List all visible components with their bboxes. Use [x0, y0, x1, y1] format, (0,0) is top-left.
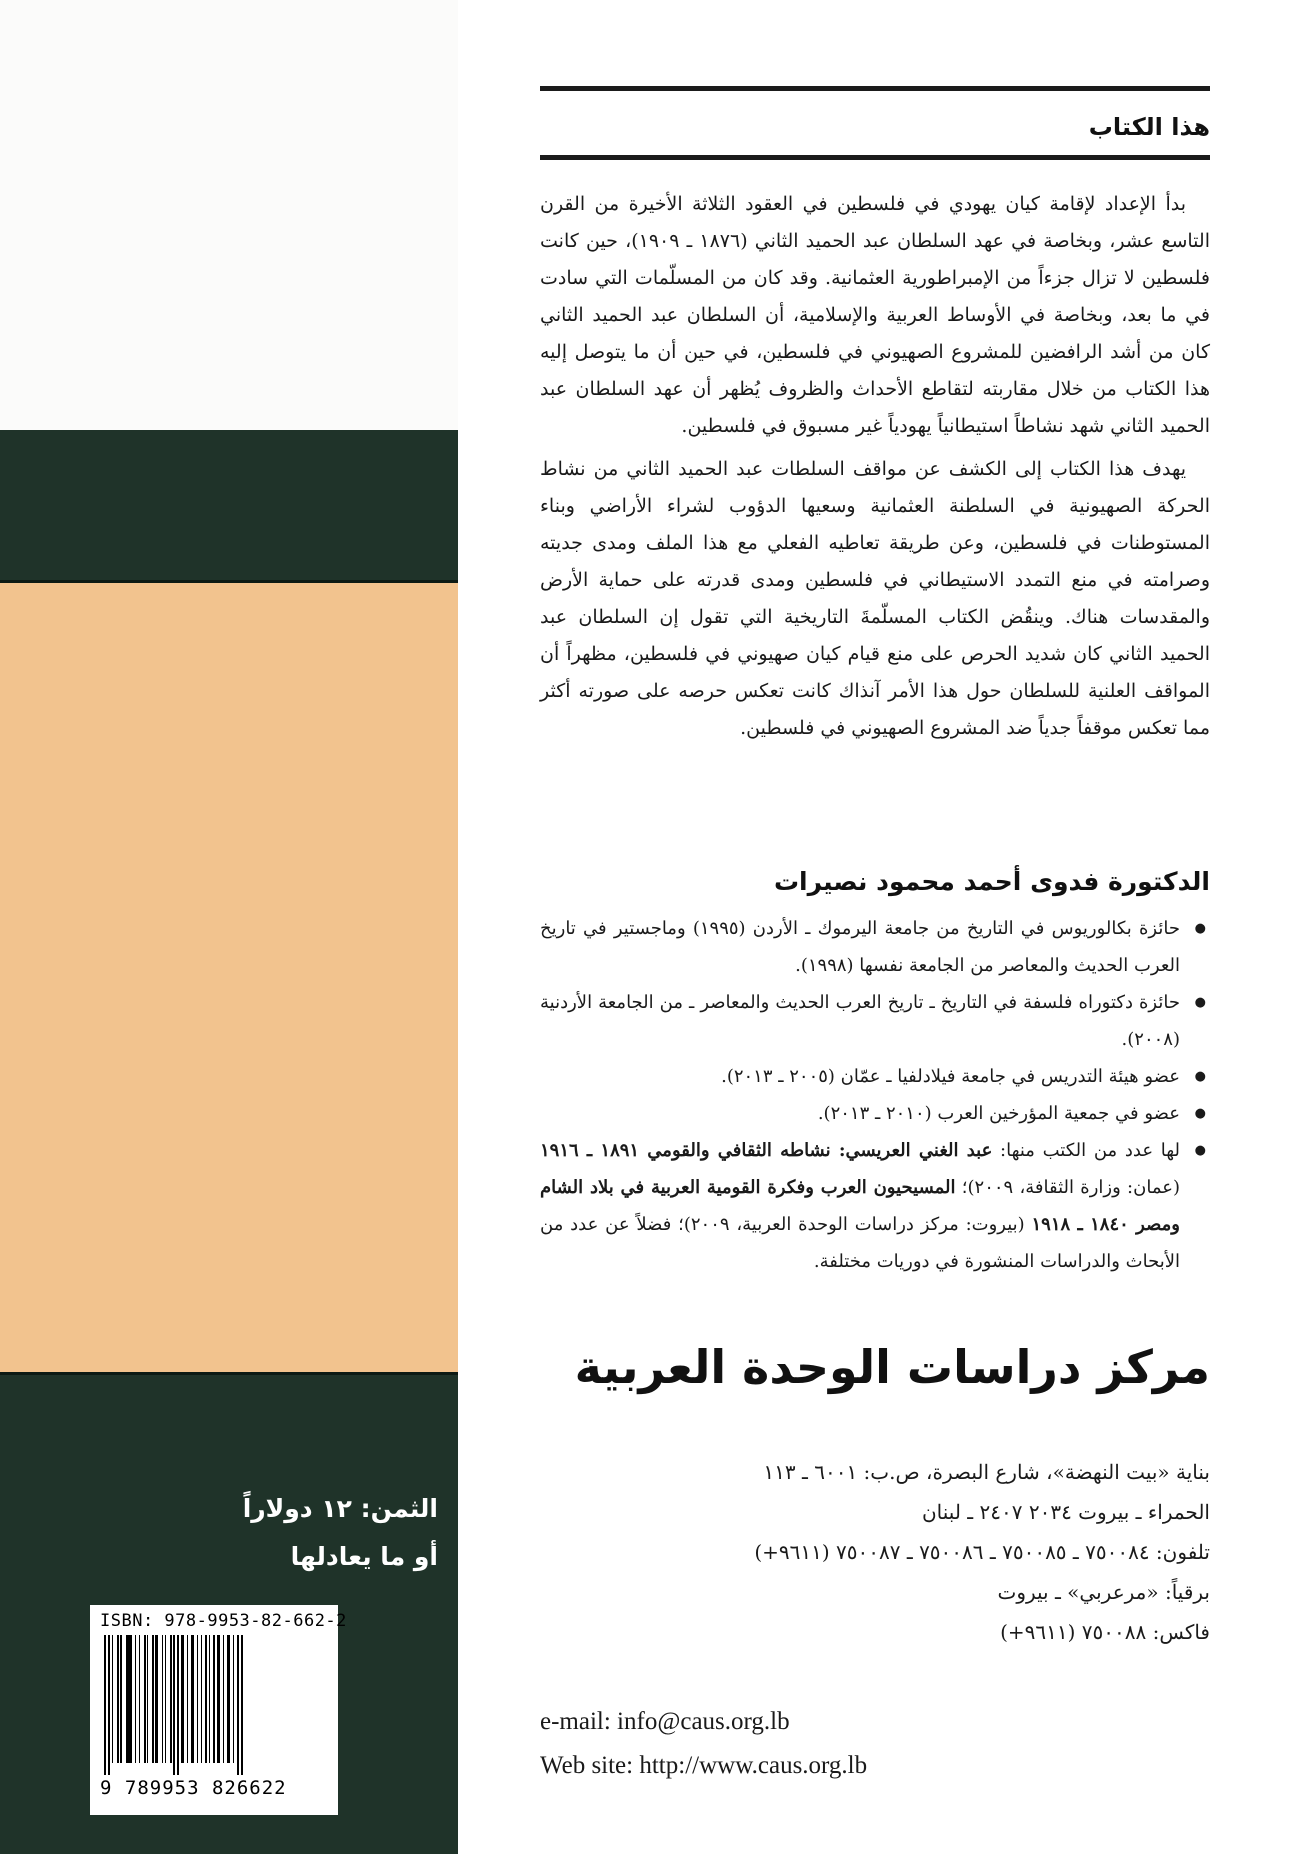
title-rule-bottom — [540, 155, 1210, 160]
price-block — [243, 1485, 438, 1581]
section-title: هذا الكتاب — [1088, 113, 1210, 141]
price-line: الثمن: ١٢ دولاراً — [242, 1494, 438, 1523]
bio-item: ● حائزة بكالوريوس في التاريخ من جامعة اليرموك ـ الأردن (١٩٩٥) وماجستير في تاريخ العرب الحديث والمعاصر من الجامعة نفسها (١٩٩٨). — [540, 910, 1210, 984]
book-publication-1: (عمان: وزارة الثقافة، ٢٠٠٩)؛ — [955, 1177, 1180, 1198]
books-intro: لها عدد من الكتب منها: — [992, 1140, 1181, 1161]
back-cover-text — [540, 0, 1210, 1854]
address-line: الحمراء ـ بيروت ٢٠٣٤ ٢٤٠٧ ـ لبنان — [921, 1500, 1210, 1524]
barcode-bar — [213, 1635, 215, 1763]
barcode-bar — [223, 1635, 224, 1763]
barcode-bar — [177, 1635, 179, 1775]
book-title-2: المسيحيون العرب وفكرة القومية العربية في بلاد الشام ومصر ١٨٤٠ ـ ١٩١٨ — [540, 1177, 1180, 1235]
barcode-bar — [162, 1635, 163, 1763]
barcode-bar — [120, 1635, 122, 1763]
publisher-contact — [540, 1700, 867, 1788]
phone-line: تلفون: ٧٥٠٠٨٤ ـ ٧٥٠٠٨٥ ـ ٧٥٠٠٨٦ ـ ٧٥٠٠٨٧ (٩٦١١+) — [754, 1540, 1210, 1564]
barcode-bar — [201, 1635, 202, 1763]
strip-white-band — [0, 0, 458, 430]
telegram-line: برقياً: «مرعربي» ـ بيروت — [997, 1580, 1210, 1604]
barcode-bars — [100, 1635, 328, 1775]
barcode-bar — [241, 1635, 243, 1775]
fax-line: فاكس: ٧٥٠٠٨٨ (٩٦١١+) — [1000, 1620, 1210, 1644]
address-line: بناية «بيت النهضة»، شارع البصرة، ص.ب: ٦٠٠١ ـ ١١٣ — [763, 1460, 1210, 1484]
title-rule-top — [540, 86, 1210, 91]
publisher-address — [540, 1452, 1210, 1652]
barcode-bar — [117, 1635, 119, 1763]
bio-item: ● عضو في جمعية المؤرخين العرب (٢٠١٠ ـ ٢٠١٣). — [540, 1095, 1210, 1132]
book-description — [540, 186, 1210, 747]
website-link[interactable]: Web site: http://www.caus.org.lb — [540, 1752, 868, 1779]
barcode-bar — [155, 1635, 158, 1763]
barcode-digits: 9 789953 826622 — [100, 1777, 287, 1799]
barcode-bar — [209, 1635, 210, 1763]
author-name: الدكتورة فدوى أحمد محمود نصيرات — [773, 867, 1210, 896]
barcode-bar — [144, 1635, 146, 1763]
strip-green-band-top — [0, 430, 458, 580]
barcode-bar — [129, 1635, 132, 1763]
barcode-bar — [181, 1635, 184, 1763]
barcode-bar — [112, 1635, 113, 1763]
barcode-bar — [165, 1635, 166, 1763]
barcode-bar — [191, 1635, 194, 1763]
bio-item: ● حائزة دكتوراه فلسفة في التاريخ ـ تاريخ العرب الحديث والمعاصر ـ من الجامعة الأردنية (٢٠٠٨). — [540, 984, 1210, 1058]
barcode-bar — [147, 1635, 148, 1763]
author-bio-list — [540, 910, 1210, 1280]
barcode-bar — [139, 1635, 140, 1763]
left-color-strip — [0, 0, 458, 1854]
barcode-bar — [126, 1635, 129, 1763]
publisher-name: مركز دراسات الوحدة العربية — [574, 1340, 1210, 1394]
bio-item-books — [540, 1132, 1210, 1280]
barcode-bar — [217, 1635, 220, 1763]
barcode-bar — [152, 1635, 154, 1763]
barcode-bar — [187, 1635, 188, 1763]
isbn-label: ISBN: 978-9953-82-662-2 — [100, 1611, 347, 1631]
barcode-bar — [237, 1635, 239, 1775]
barcode-bar — [227, 1635, 230, 1763]
book-publication-2: (بيروت: مركز دراسات الوحدة العربية، ٢٠٠٩)؛ فضلاً عن عدد من الأبحاث والدراسات المنشورة في دوريات مختلفة. — [540, 1214, 1180, 1272]
barcode-bar — [173, 1635, 175, 1775]
description-paragraph-2: يهدف هذا الكتاب إلى الكشف عن مواقف السلطات عبد الحميد الثاني من نشاط الحركة الصهيونية في السلطنة العثمانية وسعيها الدؤوب لشراء الأراضي وبناء المستوطنات في فلسطين، وعن طريقة تعاطيه الفعلي مع هذا الملف ومدى جديته وصرامته في منع التمدد الاستيطاني في فلسطين ومدى قدرته على حماية الأرض والمقدسات هناك. وينقُض الكتاب المسلّمةَ التاريخية التي تقول إن السلطان عبد الحميد الثاني كان شديد الحرص على منع قيام كيان صهيوني في فلسطين، مظهراً أن المواقف العلنية للسلطان حول هذا الأمر آنذاك كانت تعكس حرصه على صورته أكثر مما تعكس موقفاً جدياً ضد المشروع الصهيوني في فلسطين. — [540, 458, 1210, 739]
strip-tan-band — [0, 580, 458, 1375]
barcode-bar — [205, 1635, 207, 1763]
description-paragraph-1: بدأ الإعداد لإقامة كيان يهودي في فلسطين في العقود الثلاثة الأخيرة من القرن التاسع عشر، وبخاصة في عهد السلطان عبد الحميد الثاني (١٨٧٦ ـ ١٩٠٩)، حين كانت فلسطين لا تزال جزءاً من الإمبراطورية العثمانية. وقد كان من المسلّمات التي سادت في ما بعد، وبخاصة في الأوساط العربية والإسلامية، أن السلطان عبد الحميد الثاني كان من أشد الرافضين للمشروع الصهيوني في فلسطين، في حين أن ما يتوصل إليه هذا الكتاب من خلال مقاربته لتقاطع الأحداث والظروف يُظهر أن عهد السلطان عبد الحميد الثاني شهد نشاطاً استيطانياً يهودياً غير مسبوق في فلسطين. — [540, 193, 1210, 437]
book-title-1: عبد الغني العريسي: نشاطه الثقافي والقومي ١٨٩١ ـ ١٩١٦ — [540, 1140, 993, 1161]
barcode-bar — [104, 1635, 106, 1775]
barcode-bar — [108, 1635, 110, 1775]
barcode-bar — [197, 1635, 198, 1763]
barcode-bar — [233, 1635, 234, 1763]
email-link[interactable]: e-mail: info@caus.org.lb — [540, 1708, 790, 1735]
barcode-bar — [170, 1635, 172, 1763]
bio-item: ● عضو هيئة التدريس في جامعة فيلادلفيا ـ عمّان (٢٠٠٥ ـ ٢٠١٣). — [540, 1058, 1210, 1095]
barcode-bar — [135, 1635, 136, 1763]
price-equivalent: أو ما يعادلها — [290, 1542, 438, 1571]
barcode — [90, 1605, 347, 1815]
